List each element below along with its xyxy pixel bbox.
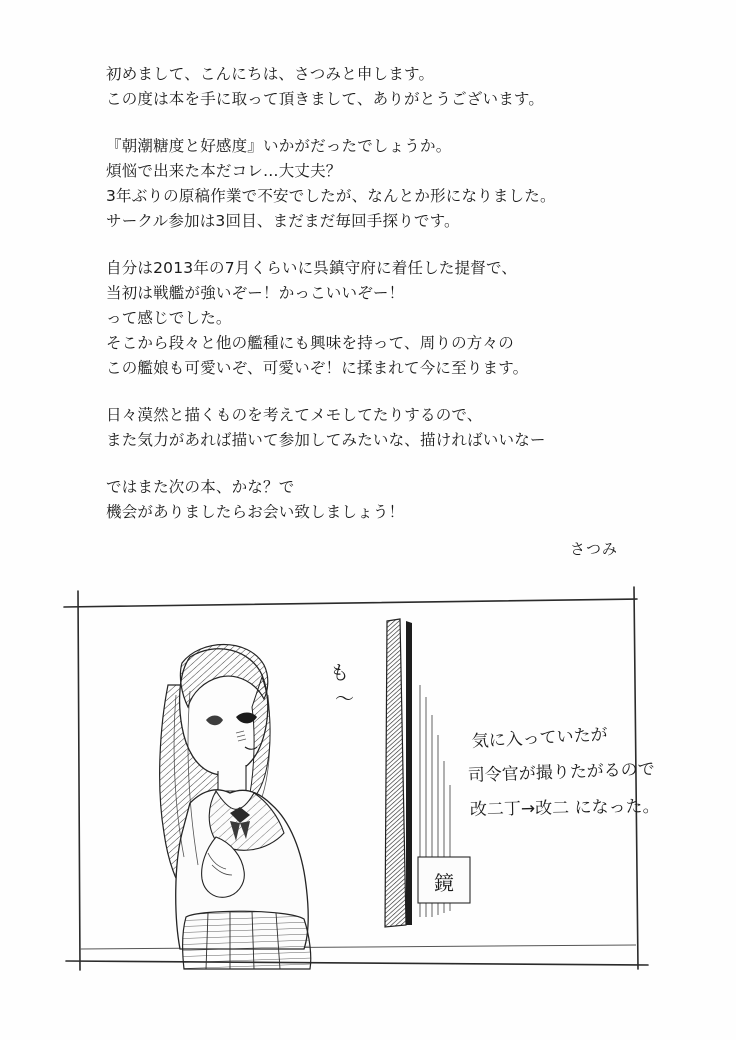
afterword-line: 日々漠然と描くものを考えてメモしてたりするので、 [106,406,483,424]
afterword-line: ではまた次の本、かな？で [106,478,295,496]
mirror-label-plate [418,857,470,903]
illustration-caption: も [330,662,350,684]
afterword-line: この度は本を手に取って頂きまして、ありがとうございます。 [106,90,545,108]
handwritten-note-line: 司令官が撮りたがるので [467,759,656,786]
afterword-line: 初めまして、こんにちは、さつみと申します。 [106,65,435,83]
afterword-line: って感じでした。 [106,309,232,327]
afterword-line: そこから段々と他の艦種にも興味を持って、周りの方々の [106,334,514,352]
mirror-label: 鏡 [434,871,454,895]
afterword-paragraph-3 [106,256,666,381]
author-signature: さつみ [569,540,618,558]
afterword-line: 3年ぶりの原稿作業で不安でしたが、なんとか形になりました。 [106,187,556,205]
handwritten-note-line: 気に入っていたが [471,724,609,752]
afterword-paragraph-2 [106,134,666,234]
handwritten-note-line: 改二丁→改二 になった。 [469,796,660,820]
afterword-line: 自分は2013年の7月くらいに呉鎮守府に着任した提督で、 [106,259,518,277]
afterword-line: 『朝潮糖度と好感度』いかがだったでしょうか。 [106,137,452,155]
girl-illustration [160,645,311,970]
afterword-line: この艦娘も可愛いぞ、可愛いぞ！に揉まれて今に至ります。 [106,359,529,377]
afterword-line: 煩悩で出来た本だコレ…大丈夫？ [106,162,342,180]
afterword-paragraph-5 [106,475,666,525]
afterword-text-block [106,62,666,525]
handwritten-note [467,725,659,820]
afterword-line: また気力があれば描いて参加してみたいな、描ければいいなー [106,431,546,449]
illustration-panel [40,565,696,995]
afterword-paragraph-1 [106,62,666,112]
afterword-line: 機会がありましたらお会い致しましょう！ [106,503,405,521]
afterword-line: サークル参加は3回目、まだまだ毎回手探りです。 [106,212,460,230]
svg-text:～: ～ [335,688,355,710]
afterword-line: 当初は戦艦が強いぞー！かっこいいぞー！ [106,284,405,302]
afterword-paragraph-4 [106,403,666,453]
